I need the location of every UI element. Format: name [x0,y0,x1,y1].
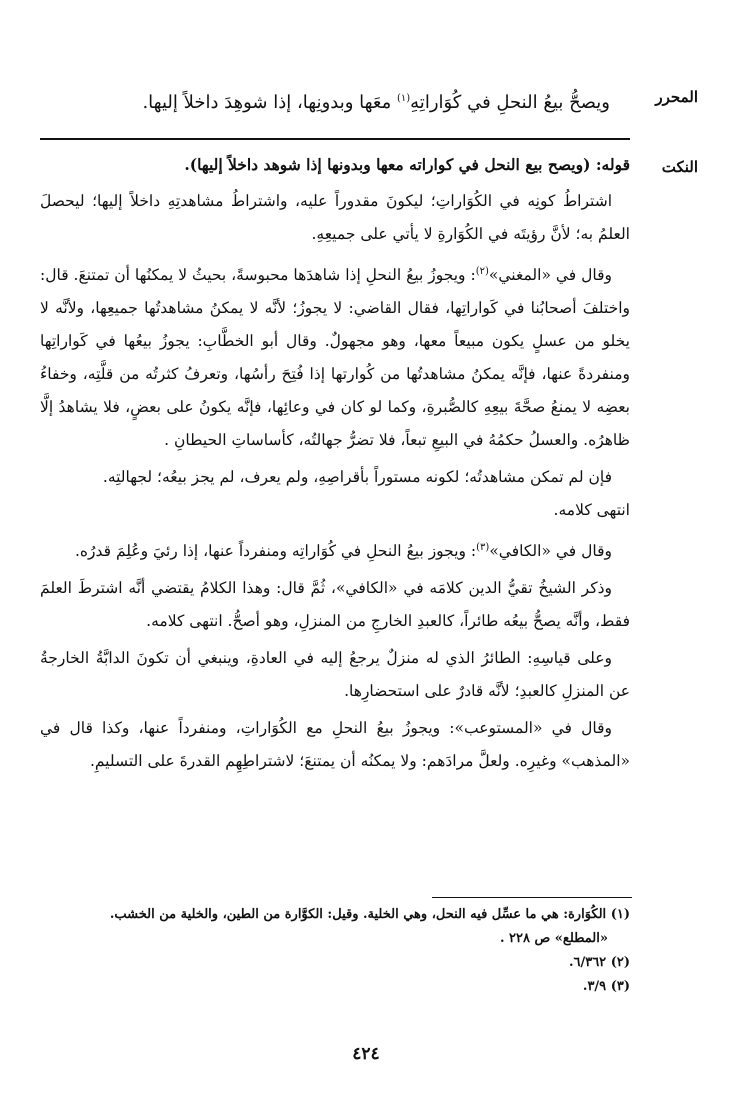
footnote-2-text: ٦/٣٦٢. [568,955,611,970]
base-text-end: معَها وبدونِها، إذا شوهِدَ داخلاً إليها. [142,92,397,113]
base-text-start: ويصحُّ بيعُ النحلِ في كُوَاراتِهِ [410,92,610,113]
page-number: ٤٢٤ [352,1044,380,1064]
commentary-paragraph-3: فإن لم تمكن مشاهدتُه؛ لكونه مستوراً بأقراصِهِ، ولم يعرف، لم يجز بيعُه؛ لجهالتِه. [102,468,612,487]
footnote-marker-3: (٣) [476,542,490,554]
footnotes [40,903,630,999]
commentary-paragraph-6: وعلى قياسِهِ: الطائرُ الذي له منزلٌ يرجعُ إليه في العادةِ، وينبغي أن تكونَ الدابَّةُ الخارجةُ عن المنزلِ كالعبدِ؛ لأنَّه قادرٌ على استحضارِها. [40,649,630,701]
commentary-paragraph-4 [40,531,630,568]
footnote-2 [40,951,630,975]
footnote-1-continuation: «المطلع» ص ٢٢٨ . [499,931,608,946]
footnote-1 [40,903,630,927]
footnote-divider [432,897,632,898]
commentary-paragraph-1: اشتراطُ كونِه في الكُوَاراتِ؛ ليكونَ مقدوراً عليه، واشتراطُ مشاهدتِهِ داخلاً إليها؛ ليحصلَ العلمُ به؛ لأنَّ رؤيتَه في الكُوَارةِ لا يأتي على جميعِهِ. [40,192,630,243]
muharrar-label: المحرر [655,88,698,106]
commentary-paragraph-5: وذكر الشيخُ تقيُّ الدين كلامَه في «الكافي»، ثُمَّ قال: وهذا الكلامُ يقتضي أنَّه اشترطَ العلمَ فقط، وأنَّه يصحُّ بيعُه طائراً، كالعبدِ الخارجِ من المنزلِ، وهو أصحُّ. انتهى كلامه. [40,579,630,631]
kafi-quote: : ويجوز بيعُ النحلِ في كُوَاراتِه ومنفرداً عنها، إذا رئيَ وعُلِمَ قدرُه. [74,542,477,561]
commentary-paragraph-7: وقال في «المستوعب»: ويجوزُ بيعُ النحلِ مع الكُوَاراتِ، ومنفرداً عنها، وكذا قال في «المذهب» وغيرِه. ولعلَّ مرادَهم: ولا يمكنُه أن يمتنعَ؛ لاشتراطِهِم القدرةَ على التسليمِ. [40,719,630,771]
footnote-3-text: ٣/٩. [582,979,611,994]
commentary-body [40,148,630,782]
footnote-1-text: الكُوَارة: هي ما عسِّل فيه النحل، وهي الخلية. وقيل: الكوَّارة من الطين، والخلية من الخشب. [109,907,611,922]
footnote-3 [40,975,630,999]
commentary-quote: قوله: (ويصح بيع النحل في كواراته معها وبدونها إذا شوهد داخلاً إليها). [184,155,630,174]
footnote-3-number: (٣) [610,979,630,994]
footnote-marker-1: (١) [396,93,411,104]
commentary-paragraph-3-end: انتهى كلامه. [553,501,630,520]
footnote-1-number: (١) [610,907,630,922]
footnote-2-number: (٢) [610,955,630,970]
footnote-marker-2: (٢) [475,266,489,277]
main-divider [40,138,630,140]
mughni-intro: وقال في «المغني» [488,266,612,285]
base-text [40,82,610,120]
mughni-quote: : ويجوزُ بيعُ النحلِ إذا شاهدَها محبوسةً، بحيثُ لا يمكنُها أن تمتنعَ. قال: واختلفَ أصحابُنا في كَواراتِها، فقال القاضي: لا يجوزُ؛ لأنَّه لا يمكنُ مشاهدتُها جميعِها، ولأنَّه لا يخلو من عسلٍ يكون مبيعاً معها، وهو مجهولٌ. وقال أبو الخطَّابِ: يجوزُ بيعُها في كَواراتِها ومنفردةً عنها، فإنَّه يمكنُ مشاهدتُها من كُوارتها إذا فُتِحَ رأسُها، وتعرفُ كثرتُه من قلَّتِه، وخفاءُ بعضِه لا يمنعُ صحَّةَ بيعِهِ كالصُّبرةِ، وكما لو كان في وعائِها، فإنَّه يكونُ على بعضٍ، فلا يشاهدُ إلَّا ظاهرُه. والعسلُ حكمُهُ في البيعِ تبعاً، فلا تضرُّ جهالتُه، كأساساتِ الحيطانِ . [40,266,630,450]
commentary-paragraph-2 [40,255,630,457]
nukat-label: النكت [661,158,698,176]
kafi-intro: وقال في «الكافي» [489,542,612,561]
